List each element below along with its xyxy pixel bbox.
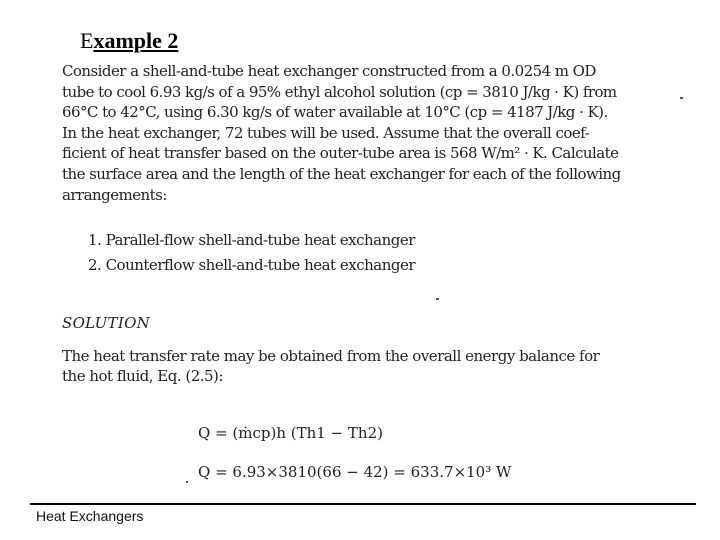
problem-line: Consider a shell-and-tube heat exchanger constructed from a 0.0254 m OD xyxy=(62,62,596,80)
energy-balance-equation: Q = (ṁcp)h (Th1 − Th2) xyxy=(198,424,383,442)
scan-speck xyxy=(436,298,439,300)
slide-title-rest: xample 2 xyxy=(93,28,179,53)
heat-rate-calculation: Q = 6.93×3810(66 − 42) = 633.7×10³ W xyxy=(198,463,512,481)
footer-divider xyxy=(30,503,696,505)
scan-speck xyxy=(680,97,683,99)
arrangement-item: 1. Parallel-flow shell-and-tube heat exchanger xyxy=(88,231,415,249)
solution-heading: SOLUTION xyxy=(62,314,151,332)
scan-speck xyxy=(186,481,188,483)
solution-text xyxy=(62,346,622,386)
arrangement-item: 2. Counterflow shell-and-tube heat exchanger xyxy=(88,256,416,274)
problem-line: tube to cool 6.93 kg/s of a 95% ethyl alcohol solution (cp = 3810 J/kg · K) from xyxy=(62,82,617,101)
solution-line: the hot fluid, Eq. (2.5): xyxy=(62,367,223,385)
slide-title-first-letter: E xyxy=(80,28,94,53)
problem-statement xyxy=(62,61,622,205)
problem-line: 66°C to 42°C, using 6.30 kg/s of water available at 10°C (cp = 4187 J/kg · K). xyxy=(62,103,608,122)
arrangement-list xyxy=(88,228,415,278)
footer-label: Heat Exchangers xyxy=(36,508,144,524)
problem-line: In the heat exchanger, 72 tubes will be used. Assume that the overall coef- xyxy=(62,123,590,142)
problem-line: ficient of heat transfer based on the outer-tube area is 568 W/m² · K. Calculate xyxy=(62,144,619,163)
solution-line: The heat transfer rate may be obtained from the overall energy balance for xyxy=(62,347,600,365)
slide-title xyxy=(80,28,178,54)
problem-line: the surface area and the length of the heat exchanger for each of the following xyxy=(62,164,621,183)
problem-line: arrangements: xyxy=(62,185,167,204)
